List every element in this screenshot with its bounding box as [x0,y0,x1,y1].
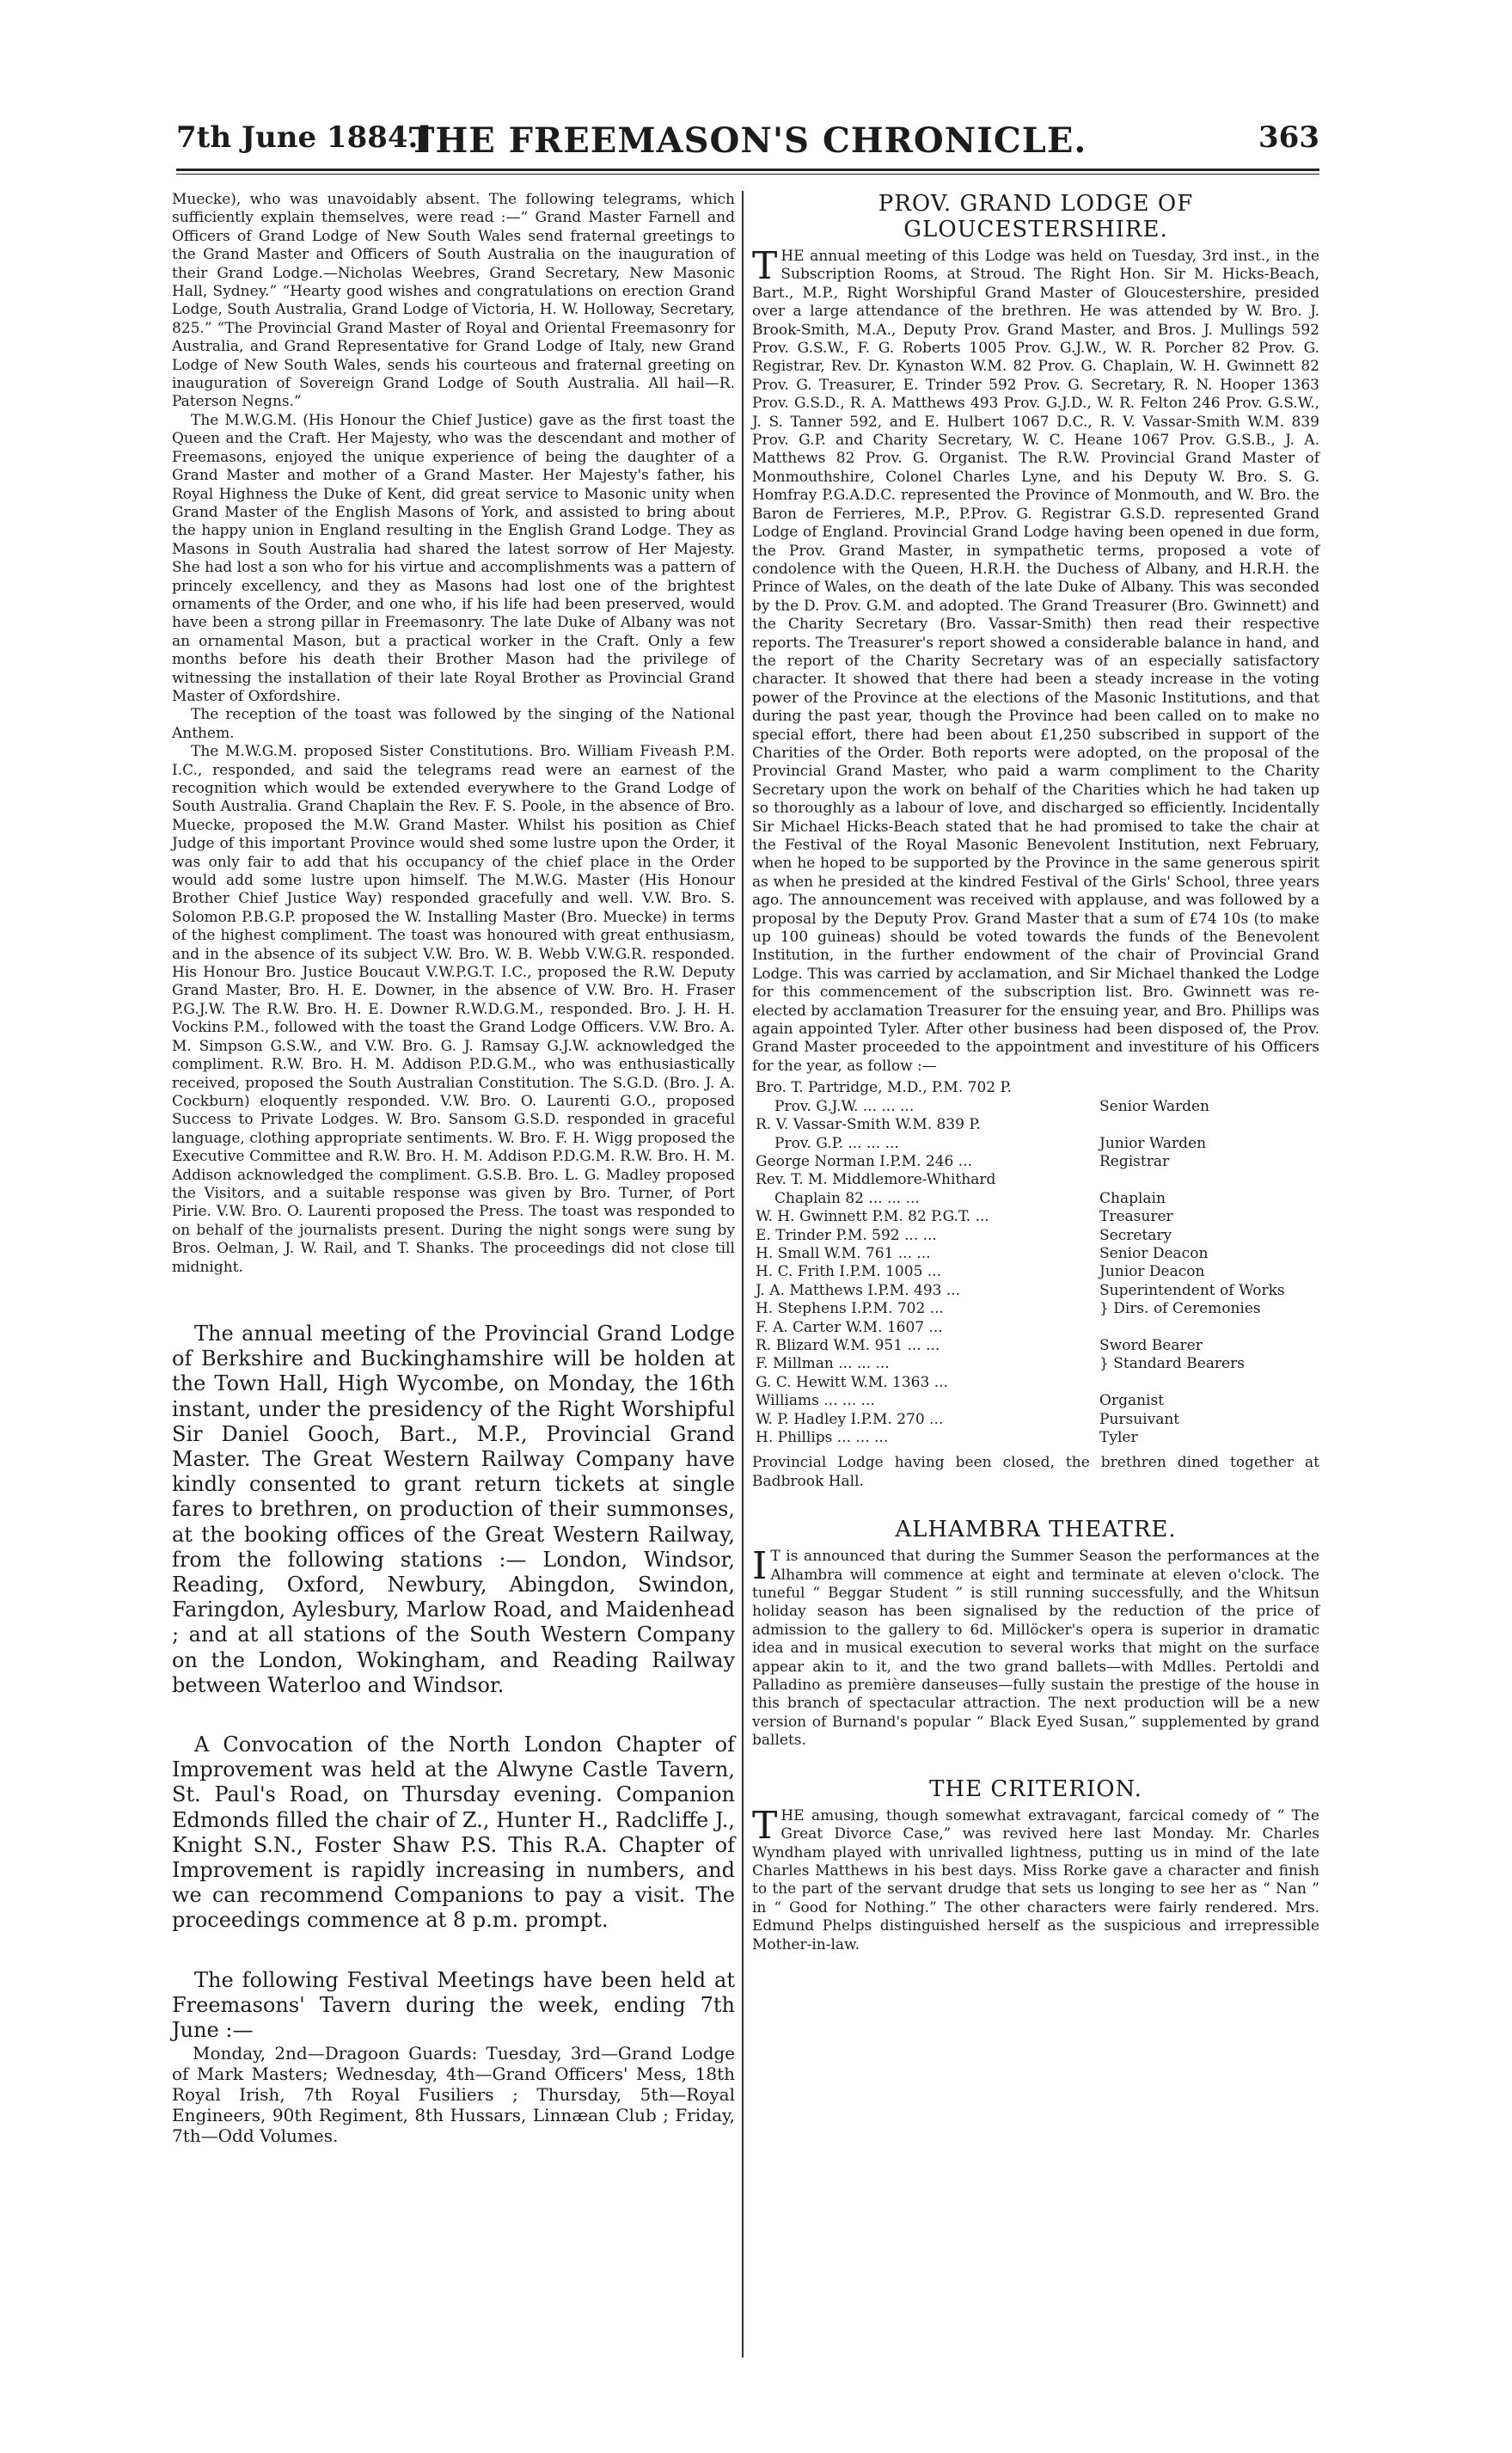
officer-list [752,1079,1319,1447]
gloucester-body [752,244,1319,1076]
alhambra-text: T is announced that during the Summer Season the performances at the Alhambra will commence at eight and terminate at eleven o'clock. The tuneful “ Beggar Student ” is still running successfully, and the Whitsun holiday season has been signalised by the reduction of the price of admission to the gallery to 6d. Millöcker's opera is superior in dramatic idea and in musical execution to several works that might on the surface appear akin to it, and the two grand ballets—with Mdlles. Pertoldi and Palladino as première danseuses—fully sustain the prestige of the house in this branch of spectacular attraction. The next production will be a new version of Burnand's popular “ Black Eyed Susan,” supplemented by grand ballets. [752,1548,1319,1750]
festival-intro: The following Festival Meetings have been held at Freemasons' Tavern during the week, ending 7th June :— [172,1967,735,2043]
officer-office: Treasurer [1099,1208,1173,1226]
officer-name: Bro. T. Partridge, M.D., P.M. 702 P. [756,1079,1012,1097]
festival-list [172,2043,735,2146]
convocation-paragraph: A Convocation of the North London Chapter of Improvement was held at the Alwyne Castle Tavern, St. Paul's Road, on Thursday evening. Companion Edmonds filled the chair of Z., Hunter H., Radcliffe J., Knight S.N., Foster Shaw P.S. This R.A. Chapter of Improvement is rapidly increasing in numbers, and we can recommend Companions to pay a visit. The proceedings commence at 8 p.m. prompt. [172,1732,735,1933]
officer-name: R. Blizard W.M. 951 ... ... [756,1336,940,1354]
officer-name: W. H. Gwinnett P.M. 82 P.G.T. ... [756,1208,989,1226]
officer-row [752,1079,1319,1097]
right-column [752,191,1319,1954]
officer-row [752,1429,1319,1447]
officer-office: Chaplain [1099,1189,1166,1207]
officer-row [752,1171,1319,1189]
alhambra-heading: ALHAMBRA THEATRE. [895,1517,1177,1543]
alhambra-article [752,1544,1319,1750]
masthead-title: THE FREEMASON'S CHRONICLE. [408,120,1087,161]
officer-row [752,1098,1319,1116]
column-divider [742,191,744,2358]
officer-office: Superintendent of Works [1099,1281,1285,1299]
page-number: 363 [1258,120,1319,155]
berkshire-paragraph: The annual meeting of the Provincial Grand Lodge of Berkshire and Buckinghamshire will be holden at the Town Hall, High Wycombe, on Monday, the 16th instant, under the presidency of the Right Worshipful Sir Daniel Gooch, Bart., M.P., Provincial Grand Master. The Great Western Railway Company have kindly consented to grant return tickets at single fares to brethren, on production of their summonses, at the booking offices of the Great Western Railway, from the following stations :— London, Windsor, Reading, Oxford, Newbury, Abingdon, Swindon, Faringdon, Aylesbury, Marlow Road, and Maidenhead ; and at all stations of the South Western Company on the London, Wokingham, and Reading Railway between Waterloo and Windsor. [172,1321,735,1697]
report-paragraph: The M.W.G.M. proposed Sister Constitutions. Bro. William Fiveash P.M. I.C., responded, and said the telegrams read were an earnest of the recognition which would be extended everywhere to the Grand Lodge of South Australia. Grand Chaplain the Rev. F. S. Poole, in the absence of Bro. Muecke, proposed the M.W. Grand Master. Whilst his position as Chief Judge of this important Province would shed some lustre upon the Order, it was only fair to add that his occupancy of the chief place in the Order would add some lustre upon himself. The M.W.G. Master (His Honour Brother Chief Justice Way) responded gracefully and well. V.W. Bro. S. Solomon P.B.G.P. proposed the W. Installing Master (Bro. Muecke) in terms of the highest compliment. The toast was honoured with great enthusiasm, and in the absence of its subject V.W. Bro. W. B. Webb V.W.G.R. responded. His Honour Bro. Justice Boucaut V.W.P.G.T. I.C., proposed the R.W. Deputy Grand Master, Bro. H. E. Downer, in the absence of V.W. Bro. H. Fraser P.G.J.W. The R.W. Bro. H. E. Downer R.W.D.G.M., responded. Bro. J. H. H. Vockins P.M., followed with the toast the Grand Lodge Officers. V.W. Bro. A. M. Simpson G.S.W., and V.W. Bro. G. J. Ramsay G.J.W. acknowledged the compliment. R.W. Bro. H. M. Addison P.D.G.M., who was enthusiastically received, proposed the South Australian Constitution. The S.G.D. (Bro. J. A. Cockburn) eloquently responded. V.W. Bro. O. Laurenti G.O., proposed Success to Private Lodges. W. Bro. Sansom G.S.D. responded in graceful language, clothing appropriate sentiments. W. Bro. F. H. Wigg proposed the Executive Committee and R.W. Bro. H. M. Addison P.D.G.M. R.W. Bro. H. M. Addison acknowledged the compliment. G.S.B. Bro. L. G. Madley proposed the Visitors, and a suitable response was given by Bro. Turner, of Port Pirie. V.W. Bro. O. Laurenti proposed the Press. The toast was responded to on behalf of the journalists present. During the night songs were sung by Bros. Oelman, J. W. Rail, and T. Shanks. The proceedings did not close till midnight. [172,743,735,1276]
officer-office: Junior Warden [1099,1134,1207,1152]
officer-name: F. A. Carter W.M. 1607 ... [756,1318,943,1336]
officer-row [752,1300,1319,1318]
header-rule [176,169,1319,171]
officer-office: Senior Deacon [1099,1244,1209,1262]
officer-name: F. Millman ... ... ... [756,1355,890,1373]
berkshire-notice [172,1322,735,1698]
officer-name: G. C. Hewitt W.M. 1363 ... [756,1373,948,1391]
officer-office: Pursuivant [1099,1410,1180,1428]
criterion-heading: THE CRITERION. [929,1775,1142,1802]
officer-row [752,1245,1319,1263]
left-column [172,191,735,2146]
officer-name: George Norman I.P.M. 246 ... [756,1152,972,1170]
officer-name: J. A. Matthews I.P.M. 493 ... [756,1281,961,1299]
officer-row [752,1116,1319,1134]
report-paragraph: Muecke), who was unavoidably absent. The following telegrams, which sufficiently explain themselves, were read :—“ Grand Master Farnell and Officers of Grand Lodge of New South Wales send fraternal greetings to the Grand Master and Officers of South Australia on the inauguration of their Grand Lodge.—Nicholas Weebres, Grand Secretary, New Masonic Hall, Sydney.” “Hearty good wishes and congratulations on erection Grand Lodge, South Australia, Grand Lodge of Victoria, H. W. Holloway, Secretary, 825.” “The Provincial Grand Master of Royal and Oriental Freemasonry for Australia, and Grand Representative for Grand Lodge of Italy, new Grand Lodge of New South Wales, sends his courteous and fraternal greeting on inauguration of Sovereign Grand Lodge of South Australia. All hail—R. Paterson Negns.” [172,191,735,411]
officer-name: E. Trinder P.M. 592 ... ... [756,1226,937,1244]
south-australia-report [172,191,735,1277]
header-rule-thin [176,174,1319,175]
officer-name: H. C. Frith I.P.M. 1005 ... [756,1263,941,1281]
gloucester-heading: PROV. GRAND LODGE OF GLOUCESTERSHIRE. [878,191,1194,242]
issue-date: 7th June 1884.] [176,120,432,155]
closing-paragraph: Provincial Lodge having been closed, the brethren dined together at Badbrook Hall. [752,1454,1319,1490]
officer-office: Junior Deacon [1099,1263,1205,1281]
criterion-body [752,1803,1319,1954]
officer-row [752,1282,1319,1300]
officer-row [752,1355,1319,1373]
officer-office [1099,1171,1319,1189]
officer-row [752,1190,1319,1208]
officer-office: Sword Bearer [1099,1336,1203,1354]
officer-row [752,1153,1319,1171]
report-paragraph: The M.W.G.M. (His Honour the Chief Justice) gave as the first toast the Queen and the Craft. Her Majesty, who was the descendant and mother of Freemasons, enjoyed the unique experience of being the daughter of a Grand Master and mother of a Grand Master. Her Majesty's father, his Royal Highness the Duke of Kent, did great service to Masonic unity when Grand Master of the English Masons of York, and assisted to bring about the happy union in England resulting in the English Grand Lodge. They as Masons in South Australia had shared the latest sorrow of Her Majesty. She had lost a son who for his virtue and accomplishments was a pattern of princely excellency, and they as Masons had lost one of the brightest ornaments of the Order, and one who, if his life had been preserved, would have been a strong pillar in Freemasonry. The late Duke of Albany was not an ornamental Mason, but a practical worker in the Craft. Only a few months before his death their Brother Mason had the privilege of witnessing the installation of their late Royal Brother as Provincial Grand Master of Oxfordshire. [172,411,735,705]
officer-office: } Standard Bearers [1099,1355,1245,1373]
officer-name: W. P. Hadley I.P.M. 270 ... [756,1410,944,1428]
officer-office [1099,1319,1319,1337]
officer-office: Registrar [1099,1152,1170,1170]
gloucester-closing [752,1454,1319,1491]
officer-name: H. Small W.M. 761 ... ... [756,1244,931,1262]
festival-list-text: Monday, 2nd—Dragoon Guards: Tuesday, 3rd—Grand Lodge of Mark Masters; Wednesday, 4th—Grand Officers' Mess, 18th Royal Irish, 7th Royal Fusiliers ; Thursday, 5th—Royal Engineers, 90th Regiment, 8th Hussars, Linnæan Club ; Friday, 7th—Odd Volumes. [172,2043,735,2147]
officer-name: Williams ... ... ... [756,1392,875,1410]
dropcap: T [752,1803,778,1848]
officer-row [752,1319,1319,1337]
officer-office: Senior Warden [1099,1097,1210,1115]
officer-name: Prov. G.J.W. ... ... ... [774,1097,915,1115]
criterion-article [752,1803,1319,1954]
officer-office: } Dirs. of Ceremonies [1099,1300,1261,1318]
officer-row [752,1411,1319,1429]
officer-row [752,1227,1319,1245]
report-paragraph: The reception of the toast was followed by the singing of the National Anthem. [172,706,735,742]
dropcap: T [752,244,778,288]
officer-office: Organist [1099,1392,1165,1410]
dropcap: I [752,1544,768,1589]
gloucester-text: HE annual meeting of this Lodge was held on Tuesday, 3rd inst., in the Subscription Rooms, at Stroud. The Right Hon. Sir M. Hicks-Beach, Bart., M.P., Right Worshipful Grand Master of Gloucestershire, presided over a large attendance of the brethren. He was attended by W. Bro. J. Brook-Smith, M.A., Deputy Prov. Grand Master, and Bros. J. Mullings 592 Prov. G.S.W., F. G. Roberts 1005 Prov. G.J.W., W. R. Porcher 82 Prov. G. Registrar, Rev. Dr. Kynaston W.M. 82 Prov. G. Chaplain, W. H. Gwinnett 82 Prov. G. Treasurer, E. Trinder 592 Prov. G. Secretary, R. N. Hooper 1363 Prov. G.S.D., R. A. Matthews 493 Prov. G.J.D., W. R. Felton 246 Prov. G.S.W., J. S. Tanner 592, and E. Hulbert 1067 D.C., R. V. Vassar-Smith W.M. 839 Prov. G.P. and Charity Secretary, W. C. Heane 1067 Prov. G.S.B., J. A. Matthews 82 Prov. G. Organist. The R.W. Provincial Grand Master of Monmouthshire, Colonel Charles Lyne, and his Deputy W. Bro. S. G. Homfray P.G.A.D.C. represented the Province of Monmouth, and W. Bro. the Baron de Ferrieres, M.P., P.Prov. G. Registrar G.S.D. represented Grand Lodge of England. Provincial Grand Lodge having been opened in due form, the Prov. Grand Master, in sympathetic terms, proposed a vote of condolence with the Queen, H.R.H. the Duchess of Albany, and H.R.H. the Prince of Wales, on the death of the late Duke of Albany. This was seconded by the D. Prov. G.M. and adopted. The Grand Treasurer (Bro. Gwinnett) and the Charity Secretary (Bro. Vassar-Smith) then read their respective reports. The Treasurer's report showed a considerable balance in hand, and the report of the Charity Secretary was of an especially satisfactory character. It showed that there had been a steady increase in the voting power of the Province at the elections of the Masonic Institutions, and that during the past year, though the Province had been called on to make no special effort, there had been about £1,250 subscribed in support of the Charities of the Order. Both reports were adopted, on the proposal of the Provincial Grand Master, who paid a warm compliment to the Charity Secretary upon the work on behalf of the Charities which he had taken up so thoroughly as a labour of love, and discharged so efficiently. Incidentally Sir Michael Hicks-Beach stated that he had promised to take the chair at the Festival of the Royal Masonic Benevolent Institution, next February, when he hoped to be supported by the Province in the same generous spirit as when he presided at the kindred Festival of the Girls' School, three years ago. The announcement was received with applause, and was followed by a proposal by the Deputy Prov. Grand Master that a sum of £74 10s (to make up 100 guineas) should be voted towards the funds of the Benevolent Institution, in the further endowment of the chair of Provincial Grand Lodge. This was carried by acclamation, and Sir Michael thanked the Lodge for this commencement of the subscription list. Bro. Gwinnett was re-elected by acclamation Treasurer for the ensuing year, and Bro. Phillips was again appointed Tyler. After other business had been disposed of, the Prov. Grand Master proceeded to the appointment and investiture of his Officers for the year, as follow :— [752,248,1319,1075]
officer-row [752,1263,1319,1281]
officer-office [1099,1374,1319,1392]
gloucester-article [752,244,1319,1076]
criterion-text: HE amusing, though somewhat extravagant, farcical comedy of “ The Great Divorce Case,” was revived here last Monday. Mr. Charles Wyndham played with unrivalled lightness, putting us in mind of the late Charles Matthews in his best days. Miss Rorke gave a character and finish to the part of the servant drudge that sets us longing to see her as “ Nan ” in “ Good for Nothing.” The other characters were fairly rendered. Mrs. Edmund Phelps distinguished herself as the suspicious and irrepressible Mother-in-law. [752,1806,1319,1953]
officer-office: Tyler [1099,1429,1138,1446]
officer-office [1099,1116,1319,1134]
officer-row [752,1374,1319,1392]
page-header [176,120,1319,172]
officer-name: Rev. T. M. Middlemore-Whithard [756,1171,996,1189]
convocation-notice [172,1732,735,1934]
officer-office: Secretary [1099,1226,1172,1244]
officer-office [1099,1079,1319,1097]
officer-name: H. Phillips ... ... ... [756,1429,889,1446]
officer-row [752,1135,1319,1153]
officer-row [752,1337,1319,1355]
officer-row [752,1208,1319,1226]
officer-name: H. Stephens I.P.M. 702 ... [756,1300,944,1318]
officer-name: Prov. G.P. ... ... ... [774,1134,899,1152]
officer-name: Chaplain 82 ... ... ... [774,1189,920,1207]
festival-notice [172,1968,735,2044]
alhambra-body [752,1544,1319,1750]
officer-name: R. V. Vassar-Smith W.M. 839 P. [756,1116,981,1134]
officer-row [752,1392,1319,1410]
